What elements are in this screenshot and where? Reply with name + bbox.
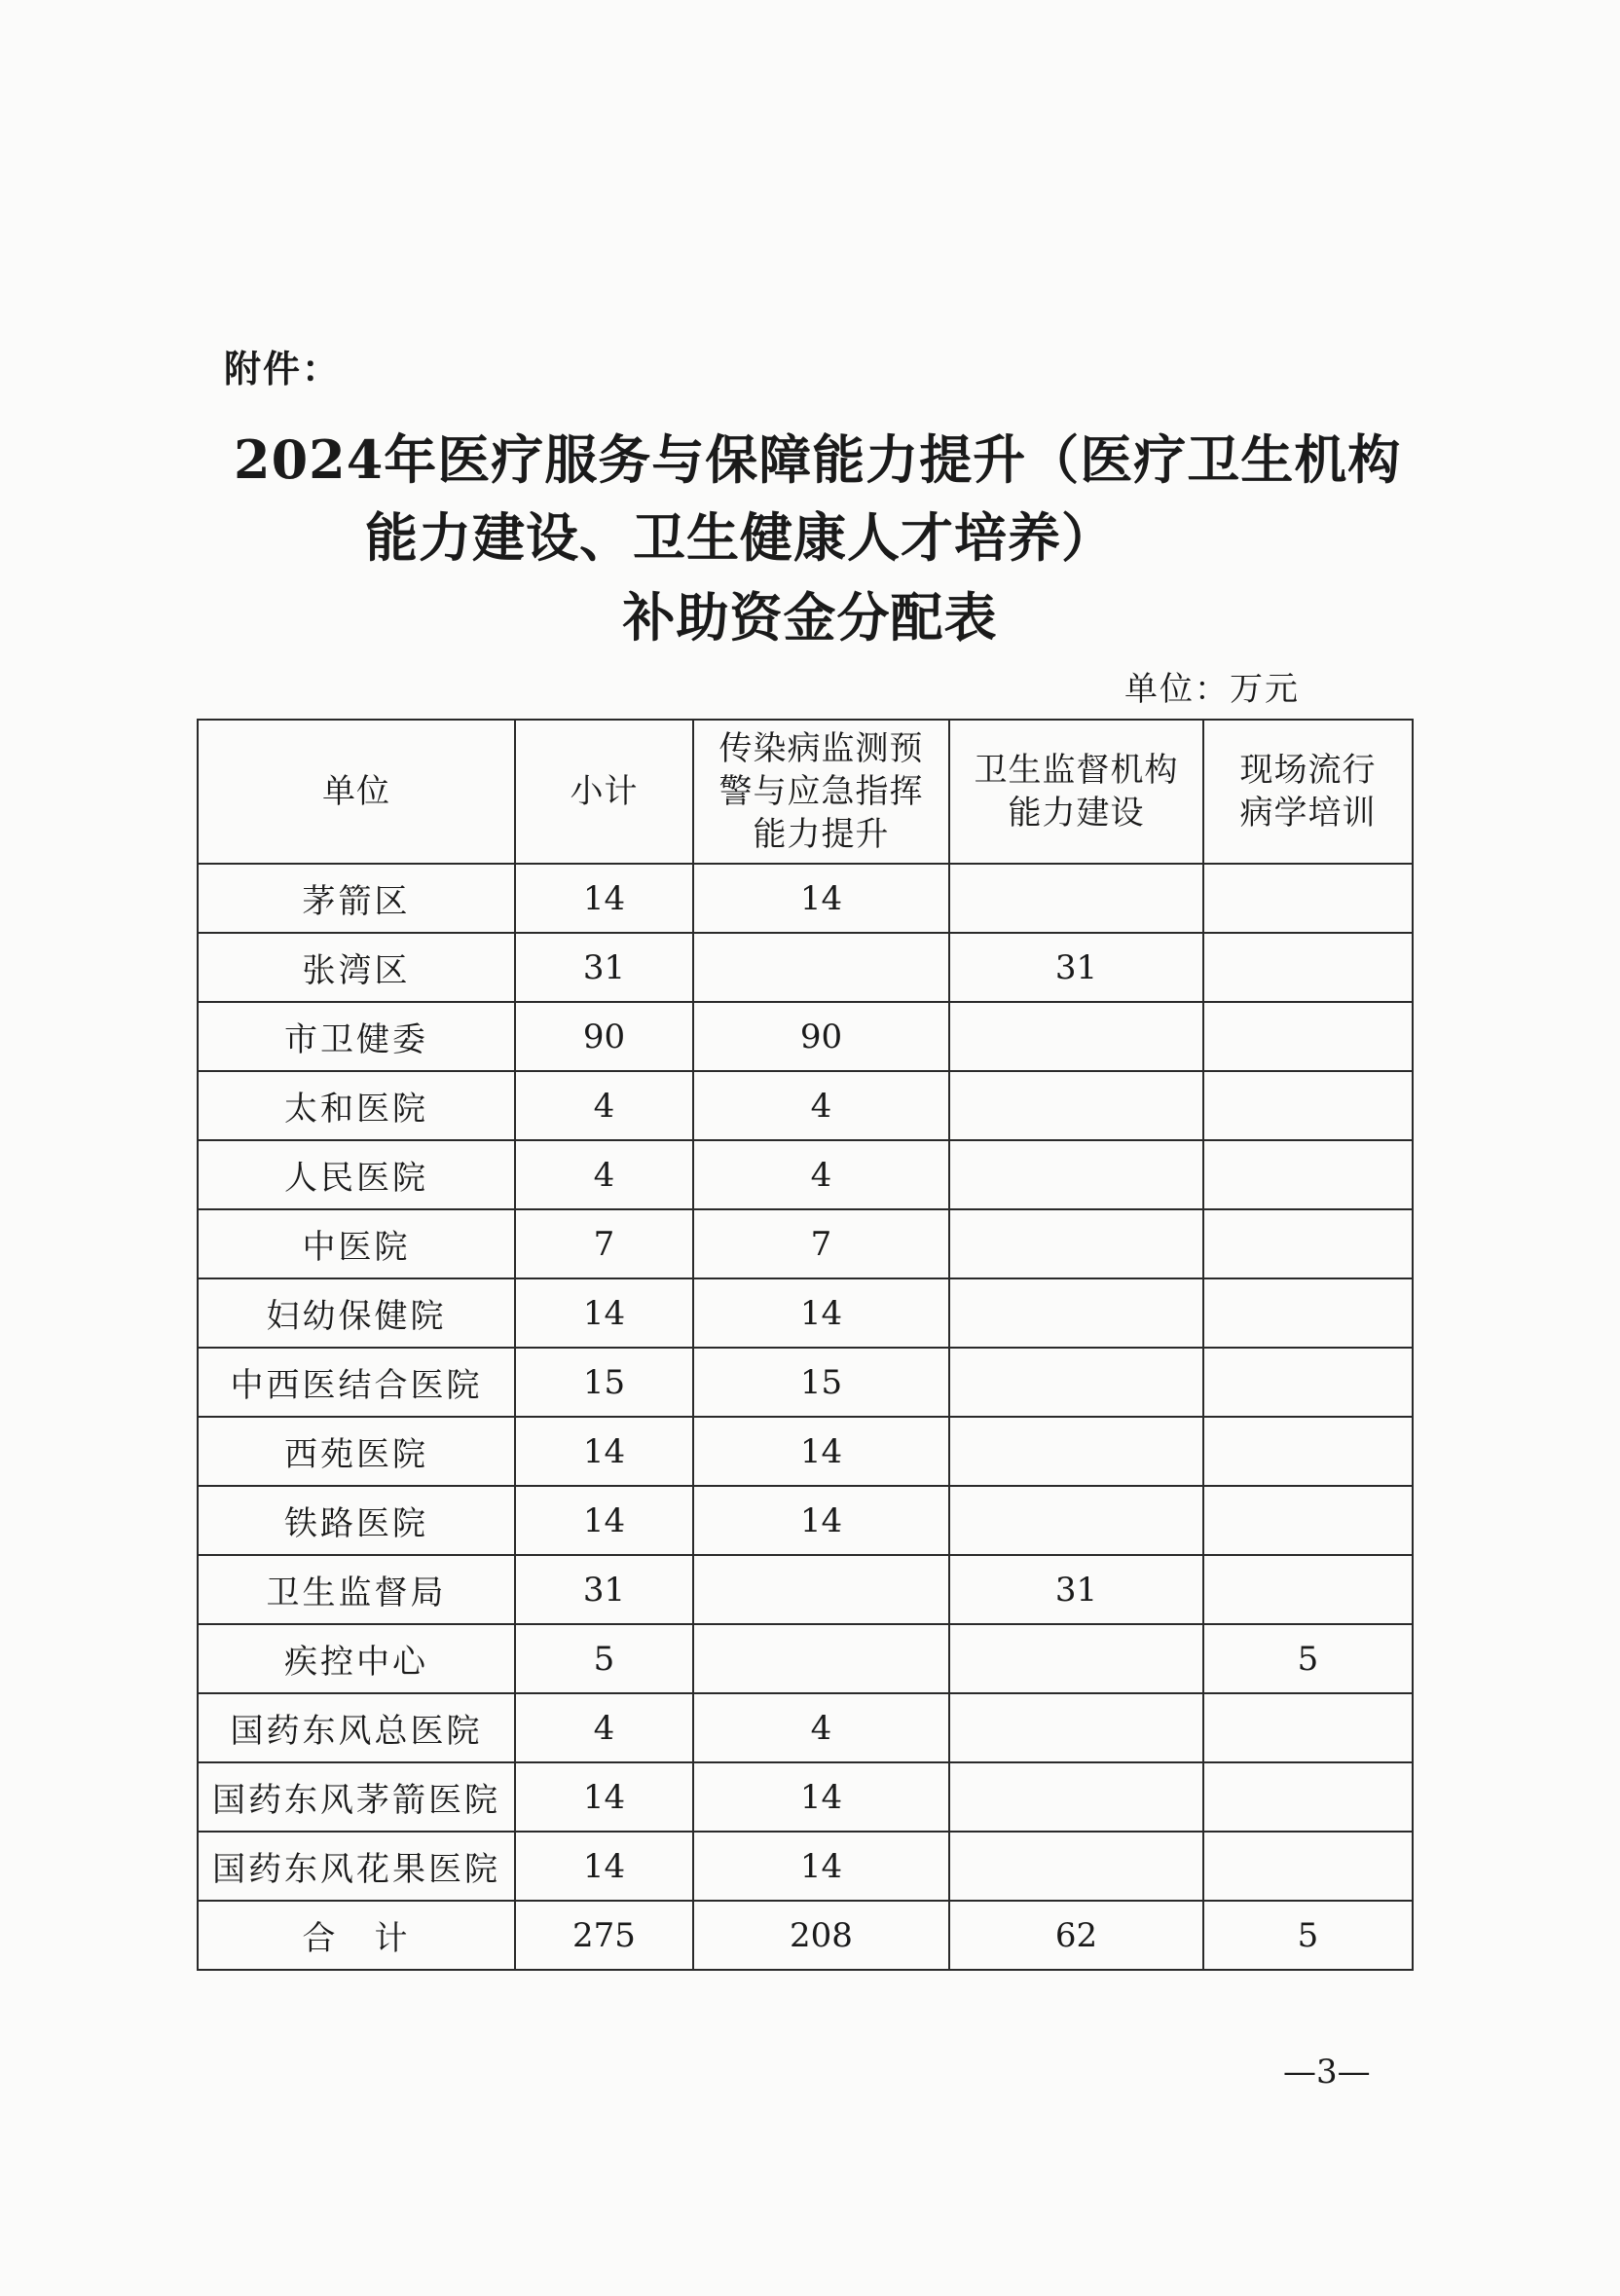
cell-unit-name: 国药东风茅箭医院 [198, 1762, 515, 1832]
cell-health-supervision [949, 864, 1203, 933]
cell-infectious-disease: 14 [693, 864, 949, 933]
cell-health-supervision [949, 1278, 1203, 1348]
table-row [198, 1209, 1413, 1278]
table-row [198, 1278, 1413, 1348]
cell-field-epidemiology [1203, 1417, 1413, 1486]
cell-infectious-disease: 14 [693, 1486, 949, 1555]
table-header-row [198, 720, 1413, 864]
cell-health-supervision [949, 1693, 1203, 1762]
cell-health-supervision [949, 1832, 1203, 1901]
cell-unit-name: 疾控中心 [198, 1624, 515, 1693]
cell-infectious-disease: 15 [693, 1348, 949, 1417]
cell-unit-name: 西苑医院 [198, 1417, 515, 1486]
header-unit: 单位 [198, 720, 515, 864]
cell-subtotal: 14 [515, 1486, 693, 1555]
allocation-table [197, 719, 1414, 1971]
cell-infectious-disease: 14 [693, 1762, 949, 1832]
cell-health-supervision [949, 1071, 1203, 1140]
cell-subtotal: 4 [515, 1071, 693, 1140]
table-row [198, 1624, 1413, 1693]
cell-field-epidemiology [1203, 1348, 1413, 1417]
cell-field-epidemiology [1203, 1071, 1413, 1140]
page-number: —3— [1283, 2053, 1371, 2092]
cell-health-supervision [949, 1486, 1203, 1555]
cell-field-epidemiology [1203, 1832, 1413, 1901]
cell-subtotal: 31 [515, 1555, 693, 1624]
cell-subtotal: 14 [515, 1278, 693, 1348]
cell-infectious-disease: 4 [693, 1071, 949, 1140]
cell-subtotal: 5 [515, 1624, 693, 1693]
cell-field-epidemiology [1203, 864, 1413, 933]
header-infectious-disease [693, 720, 949, 864]
table-row [198, 1417, 1413, 1486]
cell-unit-name: 国药东风总医院 [198, 1693, 515, 1762]
cell-infectious-disease: 7 [693, 1209, 949, 1278]
cell-field-epidemiology [1203, 1693, 1413, 1762]
cell-unit-name: 合 计 [198, 1901, 515, 1970]
cell-infectious-disease: 208 [693, 1901, 949, 1970]
cell-infectious-disease: 14 [693, 1832, 949, 1901]
cell-health-supervision [949, 1002, 1203, 1071]
cell-health-supervision [949, 1209, 1203, 1278]
cell-health-supervision [949, 1348, 1203, 1417]
cell-health-supervision [949, 1624, 1203, 1693]
cell-subtotal: 15 [515, 1348, 693, 1417]
cell-infectious-disease [693, 1555, 949, 1624]
cell-subtotal: 90 [515, 1002, 693, 1071]
cell-infectious-disease [693, 1624, 949, 1693]
table-row [198, 1832, 1413, 1901]
cell-health-supervision [949, 1417, 1203, 1486]
table-row [198, 1762, 1413, 1832]
header-field-epidemiology [1203, 720, 1413, 864]
attachment-label: 附件： [224, 348, 342, 390]
cell-subtotal: 4 [515, 1140, 693, 1209]
cell-unit-name: 国药东风花果医院 [198, 1832, 515, 1901]
cell-unit-name: 太和医院 [198, 1071, 515, 1140]
table-row [198, 1002, 1413, 1071]
table-row [198, 1693, 1413, 1762]
cell-field-epidemiology [1203, 933, 1413, 1002]
table-row [198, 864, 1413, 933]
cell-unit-name: 张湾区 [198, 933, 515, 1002]
cell-infectious-disease: 14 [693, 1278, 949, 1348]
cell-field-epidemiology [1203, 1486, 1413, 1555]
cell-unit-name: 妇幼保健院 [198, 1278, 515, 1348]
cell-unit-name: 铁路医院 [198, 1486, 515, 1555]
cell-field-epidemiology [1203, 1002, 1413, 1071]
cell-subtotal: 4 [515, 1693, 693, 1762]
table-row [198, 933, 1413, 1002]
cell-field-epidemiology [1203, 1555, 1413, 1624]
cell-field-epidemiology [1203, 1762, 1413, 1832]
title-line-3: 补助资金分配表 [622, 586, 998, 648]
cell-infectious-disease: 4 [693, 1693, 949, 1762]
cell-unit-name: 市卫健委 [198, 1002, 515, 1071]
cell-subtotal: 31 [515, 933, 693, 1002]
table-body [198, 864, 1413, 1970]
cell-subtotal: 14 [515, 864, 693, 933]
cell-field-epidemiology [1203, 1278, 1413, 1348]
cell-field-epidemiology [1203, 1140, 1413, 1209]
header-infectious-disease-label: 传染病监测预警与应急指挥能力提升 [718, 729, 924, 854]
cell-unit-name: 中医院 [198, 1209, 515, 1278]
table-row [198, 1071, 1413, 1140]
cell-infectious-disease [693, 933, 949, 1002]
cell-infectious-disease: 14 [693, 1417, 949, 1486]
cell-unit-name: 卫生监督局 [198, 1555, 515, 1624]
cell-unit-name: 人民医院 [198, 1140, 515, 1209]
table-row [198, 1486, 1413, 1555]
cell-field-epidemiology: 5 [1203, 1901, 1413, 1970]
cell-subtotal: 7 [515, 1209, 693, 1278]
cell-subtotal: 275 [515, 1901, 693, 1970]
header-subtotal: 小计 [515, 720, 693, 864]
title-line-1: 2024年医疗服务与保障能力提升（医疗卫生机构 [234, 428, 1402, 491]
cell-health-supervision: 62 [949, 1901, 1203, 1970]
header-field-epidemiology-label: 现场流行病学培训 [1239, 751, 1377, 833]
header-health-supervision [949, 720, 1203, 864]
cell-unit-name: 茅箭区 [198, 864, 515, 933]
header-health-supervision-label: 卫生监督机构能力建设 [974, 751, 1179, 833]
table-row [198, 1140, 1413, 1209]
cell-infectious-disease: 90 [693, 1002, 949, 1071]
cell-health-supervision [949, 1762, 1203, 1832]
cell-health-supervision [949, 1140, 1203, 1209]
cell-infectious-disease: 4 [693, 1140, 949, 1209]
cell-unit-name: 中西医结合医院 [198, 1348, 515, 1417]
table-row [198, 1348, 1413, 1417]
title-line-2: 能力建设、卫生健康人才培养） [365, 506, 1115, 569]
cell-subtotal: 14 [515, 1762, 693, 1832]
total-row [198, 1901, 1413, 1970]
cell-health-supervision: 31 [949, 1555, 1203, 1624]
table-row [198, 1555, 1413, 1624]
cell-subtotal: 14 [515, 1832, 693, 1901]
unit-note: 单位：万元 [1124, 670, 1300, 709]
cell-health-supervision: 31 [949, 933, 1203, 1002]
cell-subtotal: 14 [515, 1417, 693, 1486]
cell-field-epidemiology [1203, 1209, 1413, 1278]
cell-field-epidemiology: 5 [1203, 1624, 1413, 1693]
